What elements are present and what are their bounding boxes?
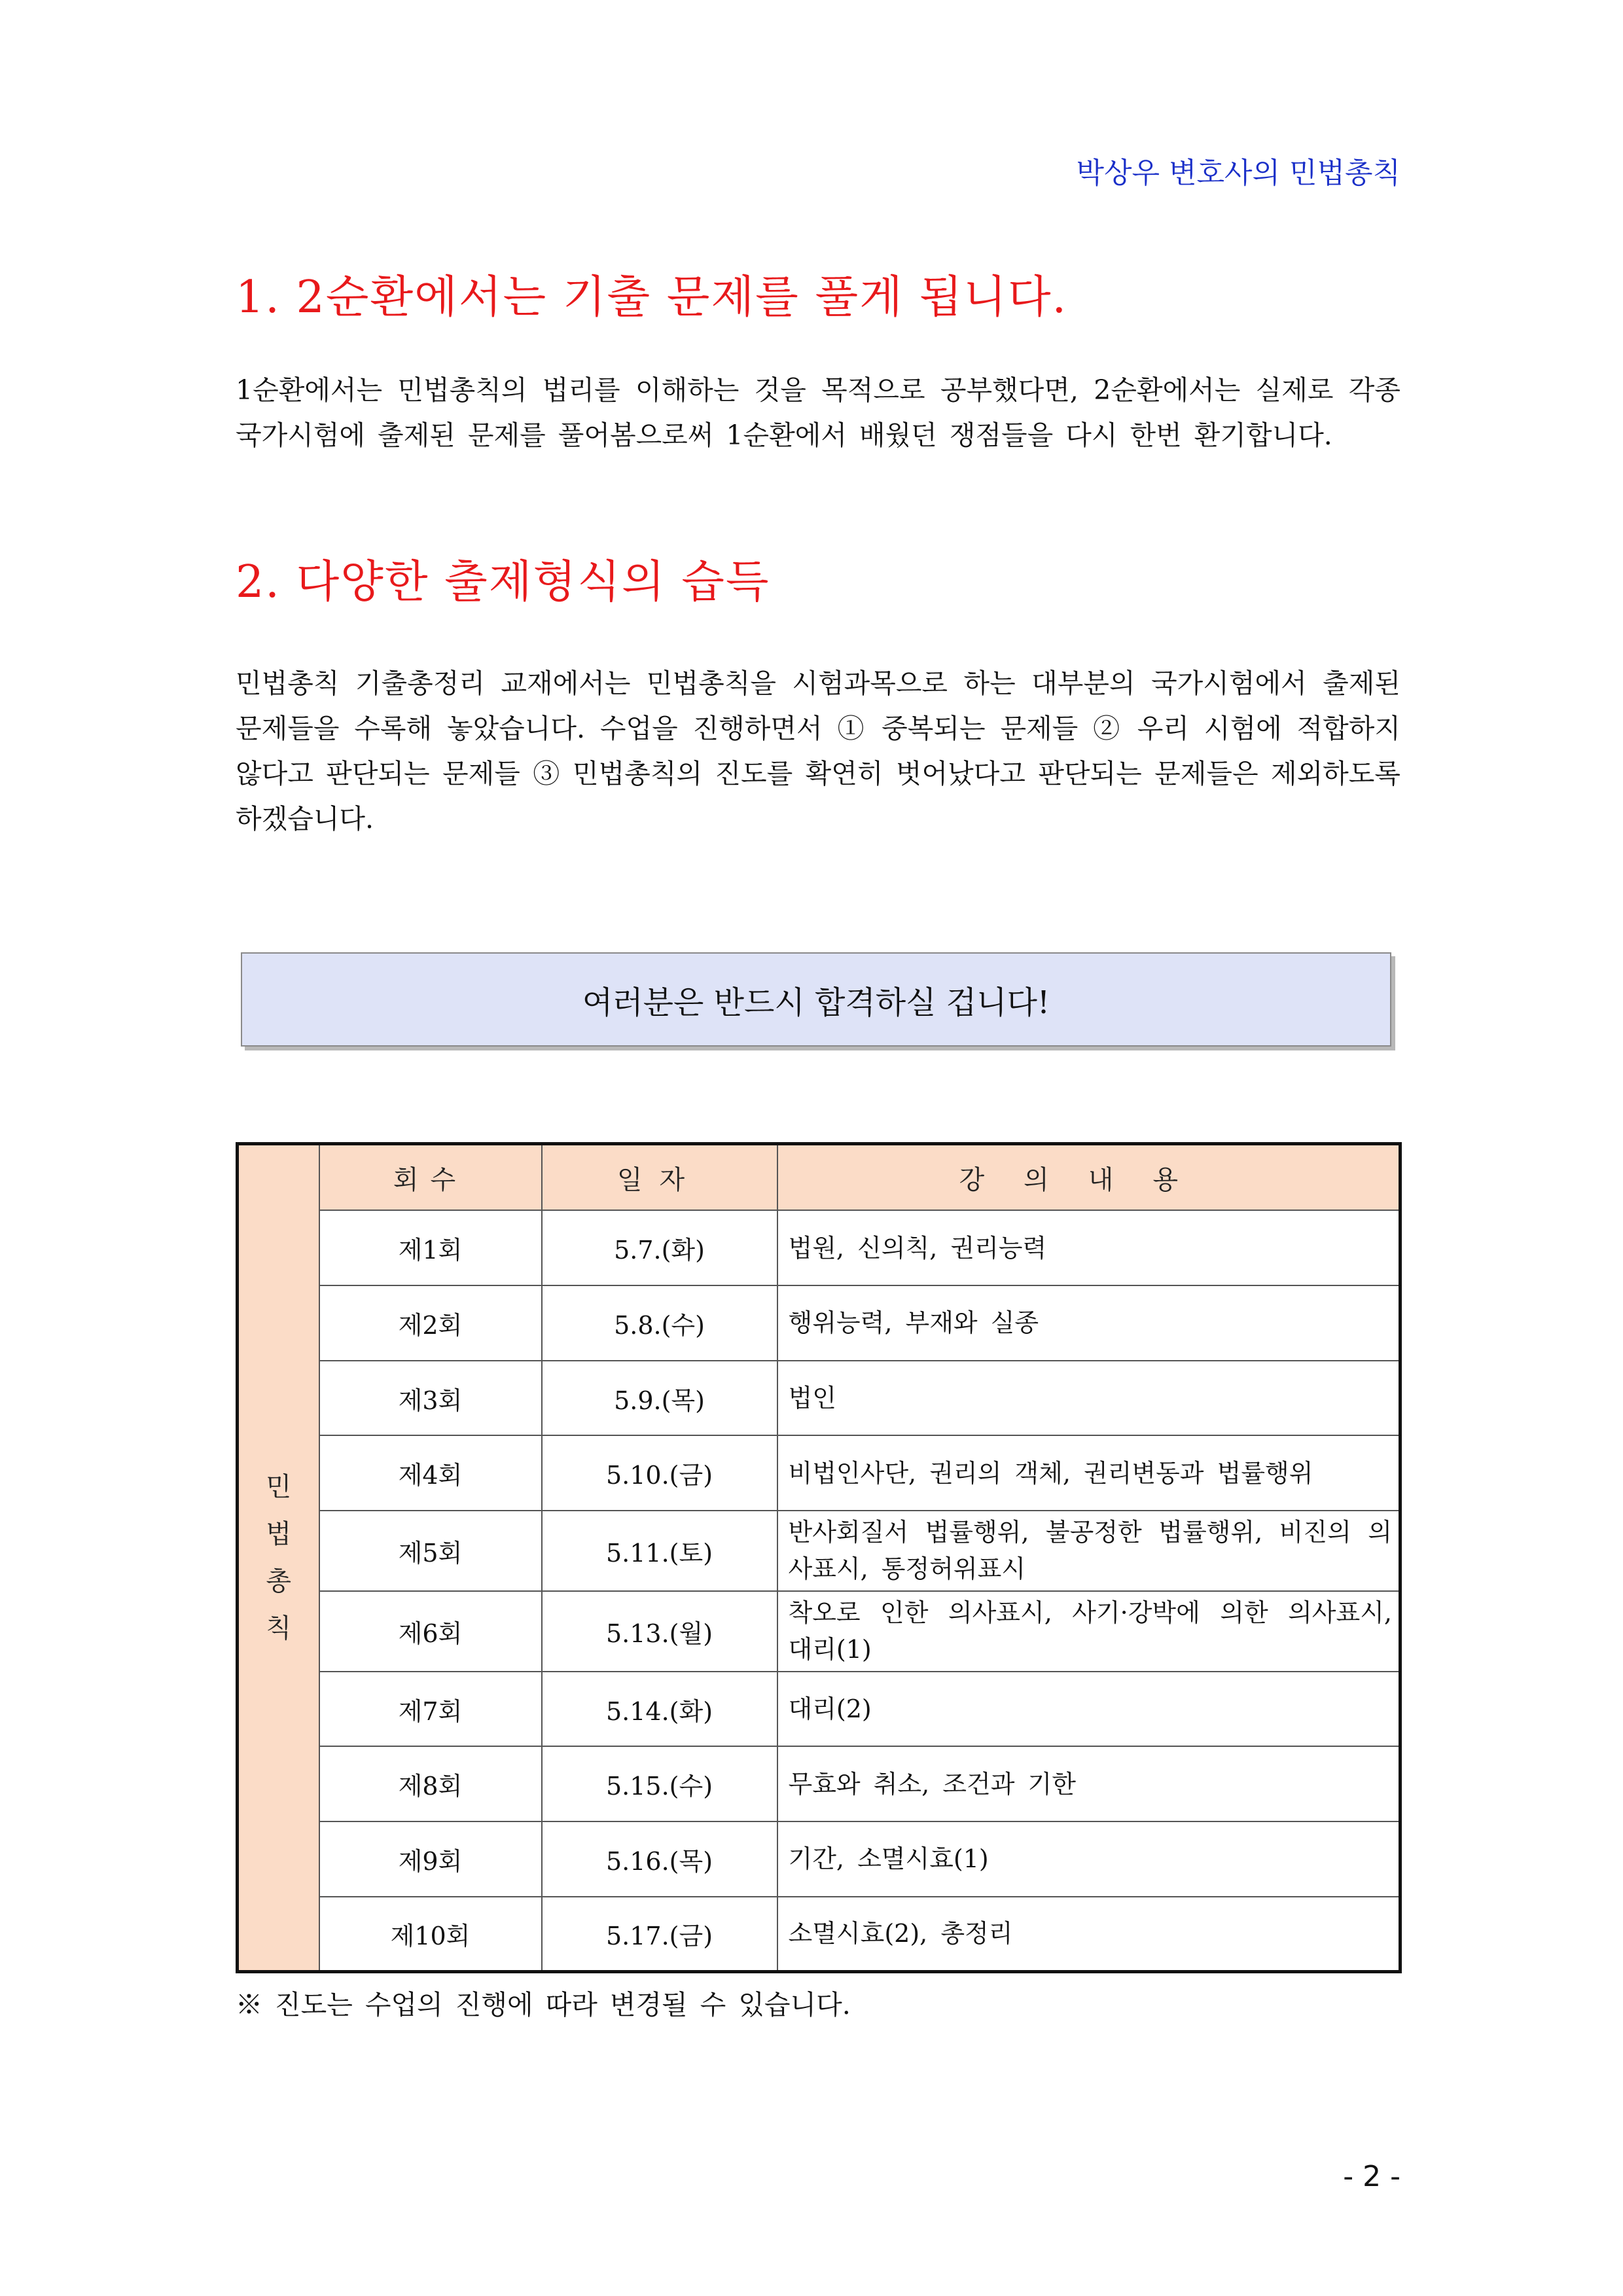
table-row	[238, 1672, 1400, 1747]
cell-date: 5.8.(수)	[542, 1285, 777, 1361]
schedule-table	[236, 1142, 1402, 1973]
table-row	[238, 1897, 1400, 1972]
table-row	[238, 1435, 1400, 1511]
cell-date: 5.15.(수)	[542, 1746, 777, 1821]
table-row	[238, 1591, 1400, 1672]
cell-date: 5.11.(토)	[542, 1511, 777, 1591]
cell-session: 제4회	[319, 1435, 542, 1511]
cell-content: 소멸시효(2), 총정리	[777, 1897, 1400, 1972]
section2-body: 민법총칙 기출총정리 교재에서는 민법총칙을 시험과목으로 하는 대부분의 국가시험에서 출제된 문제들을 수록해 놓았습니다. 수업을 진행하면서 ① 중복되는 문제들 ② 우리 시험에 적합하지 않다고 판단되는 문제들 ③ 민법총칙의 진도를 확연히 벗어났다고 판단되는 문제들은 제외하도록 하겠습니다.	[236, 668, 1400, 834]
cell-date: 5.13.(월)	[542, 1591, 777, 1672]
cell-date: 5.16.(목)	[542, 1821, 777, 1897]
table-header-row	[238, 1144, 1400, 1211]
cell-session: 제5회	[319, 1511, 542, 1591]
cell-session: 제6회	[319, 1591, 542, 1672]
cell-session: 제7회	[319, 1672, 542, 1747]
cell-date: 5.7.(화)	[542, 1210, 777, 1285]
cell-session: 제10회	[319, 1897, 542, 1972]
encouragement-banner	[241, 952, 1391, 1047]
section1-body: 1순환에서는 민법총칙의 법리를 이해하는 것을 목적으로 공부했다면, 2순환에서는 실제로 각종 국가시험에 출제된 문제를 풀어봄으로써 1순환에서 배웠던 쟁점들을 다시 한번 환기합니다.	[236, 374, 1400, 451]
header-date: 일자	[542, 1144, 777, 1211]
running-header: 박상우 변호사의 민법총칙	[1076, 156, 1400, 190]
cell-session: 제1회	[319, 1210, 542, 1285]
cell-content: 법인	[777, 1361, 1400, 1436]
cell-content: 비법인사단, 권리의 객체, 권리변동과 법률행위	[777, 1435, 1400, 1511]
cell-content: 법원, 신의칙, 권리능력	[777, 1210, 1400, 1285]
section1-heading: 1. 2순환에서는 기출 문제를 풀게 됩니다.	[236, 272, 1068, 323]
cell-content: 반사회질서 법률행위, 불공정한 법률행위, 비진의 의사표시, 통정허위표시	[777, 1511, 1400, 1591]
cell-date: 5.10.(금)	[542, 1435, 777, 1511]
table-row	[238, 1511, 1400, 1591]
cell-session: 제2회	[319, 1285, 542, 1361]
cell-content: 대리(2)	[777, 1672, 1400, 1747]
cell-content: 착오로 인한 의사표시, 사기·강박에 의한 의사표시, 대리(1)	[777, 1591, 1400, 1672]
cell-date: 5.17.(금)	[542, 1897, 777, 1972]
side-label-char: 민	[266, 1472, 292, 1502]
banner-text: 여러분은 반드시 합격하실 겁니다!	[582, 984, 1050, 1021]
header-content: 강의내용	[777, 1144, 1400, 1211]
cell-session: 제3회	[319, 1361, 542, 1436]
side-label-char: 법	[266, 1519, 292, 1549]
cell-date: 5.14.(화)	[542, 1672, 777, 1747]
table-row	[238, 1285, 1400, 1361]
table-row	[238, 1746, 1400, 1821]
cell-session: 제9회	[319, 1821, 542, 1897]
cell-content: 행위능력, 부재와 실종	[777, 1285, 1400, 1361]
side-label-char: 총	[266, 1566, 292, 1596]
side-label-char: 칙	[266, 1613, 292, 1643]
course-side-label	[238, 1144, 319, 1972]
schedule-note: ※ 진도는 수업의 진행에 따라 변경될 수 있습니다.	[236, 1989, 851, 2020]
header-session: 회수	[319, 1144, 542, 1211]
cell-content: 무효와 취소, 조건과 기한	[777, 1746, 1400, 1821]
section2-heading: 2. 다양한 출제형식의 습득	[236, 556, 770, 608]
page-number: - 2 -	[1343, 2160, 1400, 2193]
table-row	[238, 1361, 1400, 1436]
cell-date: 5.9.(목)	[542, 1361, 777, 1436]
table-row	[238, 1210, 1400, 1285]
table-row	[238, 1821, 1400, 1897]
cell-content: 기간, 소멸시효(1)	[777, 1821, 1400, 1897]
cell-session: 제8회	[319, 1746, 542, 1821]
